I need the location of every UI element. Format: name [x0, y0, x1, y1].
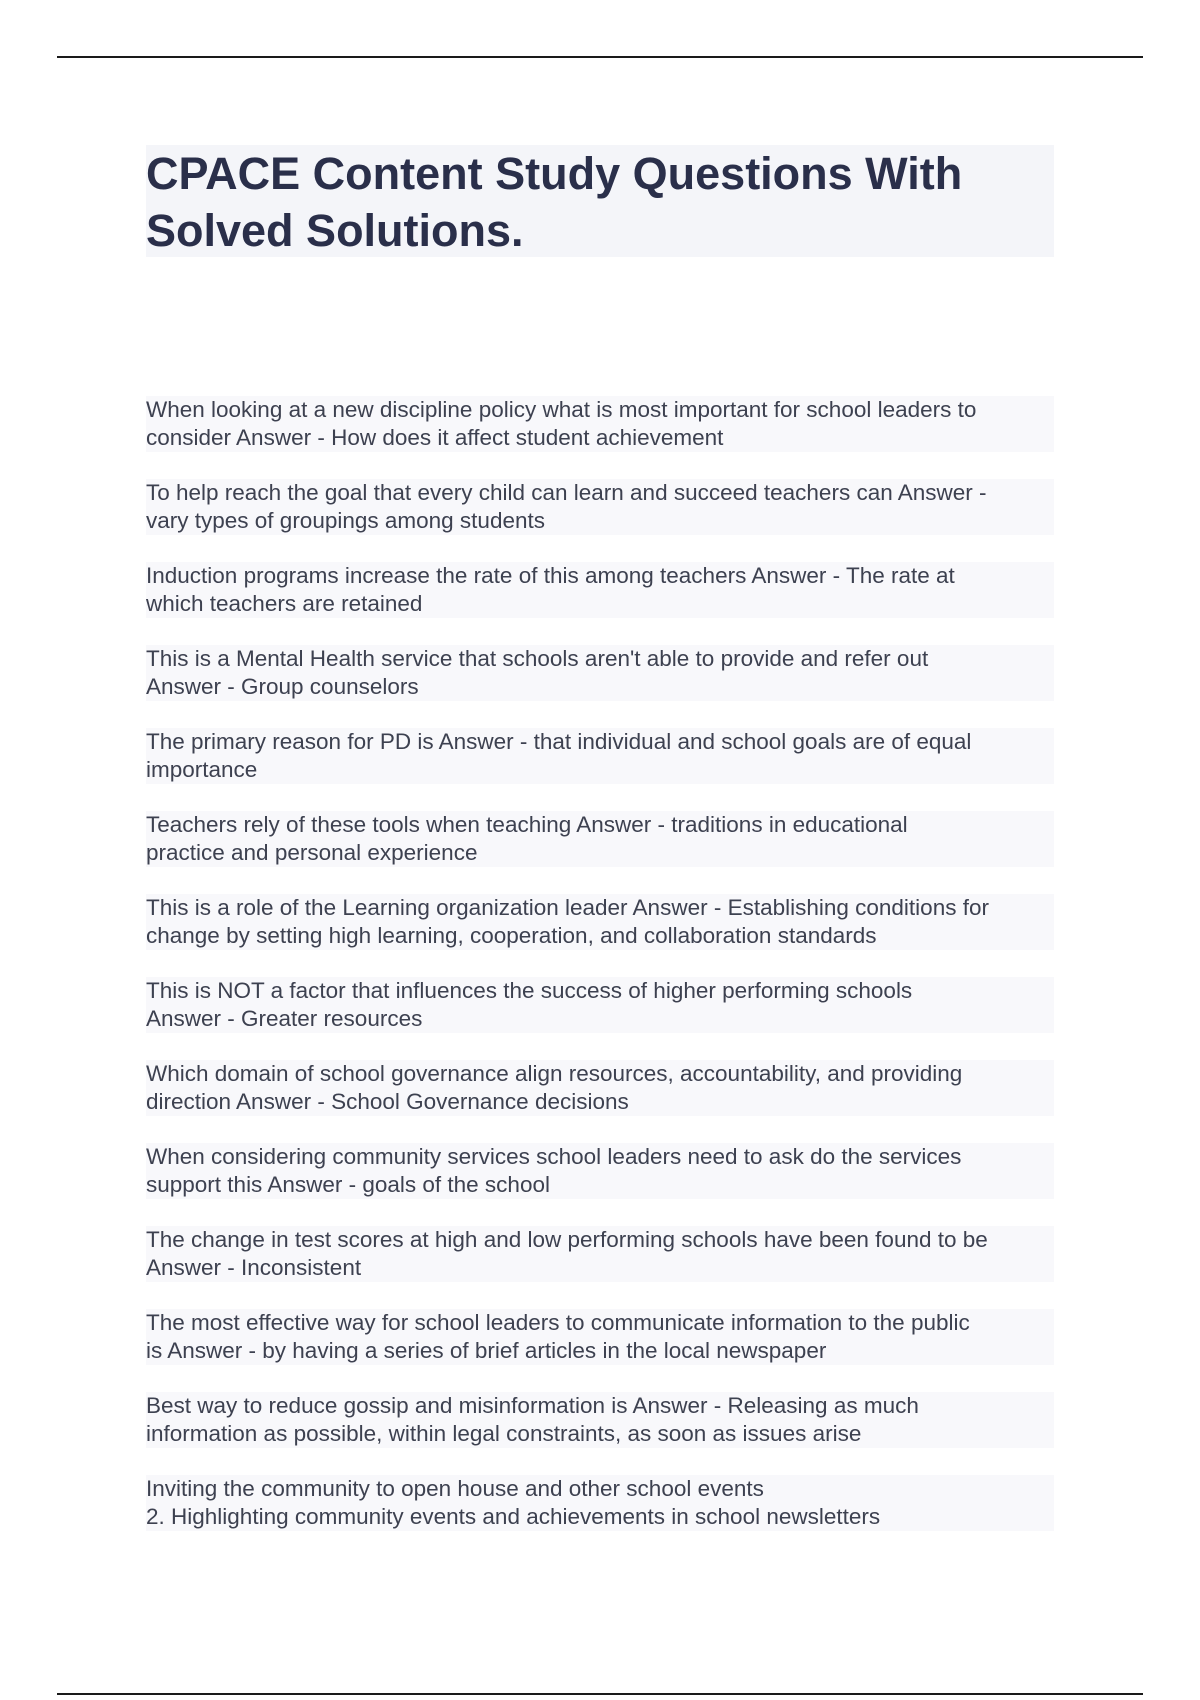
- qa-item: This is NOT a factor that influences the success of higher performing schools Answer - Greater resources: [146, 977, 1054, 1033]
- top-rule: [57, 56, 1143, 58]
- qa-item: The most effective way for school leaders to communicate information to the public is Answer - by having a series of brief articles in the local newspaper: [146, 1309, 1054, 1365]
- qa-item: When looking at a new discipline policy what is most important for school leaders to consider Answer - How does it affect student achievement: [146, 396, 1054, 452]
- qa-item: Teachers rely of these tools when teaching Answer - traditions in educational practice and personal experience: [146, 811, 1054, 867]
- qa-item: Best way to reduce gossip and misinformation is Answer - Releasing as much information as possible, within legal constraints, as soon as issues arise: [146, 1392, 1054, 1448]
- qa-item: Inviting the community to open house and other school events 2. Highlighting community events and achievements in school newsletters: [146, 1475, 1054, 1531]
- qa-item: Which domain of school governance align resources, accountability, and providing direction Answer - School Governance decisions: [146, 1060, 1054, 1116]
- qa-item: To help reach the goal that every child can learn and succeed teachers can Answer - vary types of groupings among students: [146, 479, 1054, 535]
- qa-item: The change in test scores at high and low performing schools have been found to be Answer - Inconsistent: [146, 1226, 1054, 1282]
- qa-item: Induction programs increase the rate of this among teachers Answer - The rate at which teachers are retained: [146, 562, 1054, 618]
- qa-list: [146, 396, 1066, 1558]
- qa-item: This is a Mental Health service that schools aren't able to provide and refer out Answer - Group counselors: [146, 645, 1054, 701]
- qa-item: The primary reason for PD is Answer - that individual and school goals are of equal importance: [146, 728, 1054, 784]
- title-block: [146, 145, 1054, 257]
- qa-item: This is a role of the Learning organization leader Answer - Establishing conditions for change by setting high learning, cooperation, and collaboration standards: [146, 894, 1054, 950]
- bottom-rule: [57, 1693, 1143, 1695]
- document-title: CPACE Content Study Questions With Solved Solutions.: [146, 148, 963, 256]
- qa-item: When considering community services school leaders need to ask do the services support this Answer - goals of the school: [146, 1143, 1054, 1199]
